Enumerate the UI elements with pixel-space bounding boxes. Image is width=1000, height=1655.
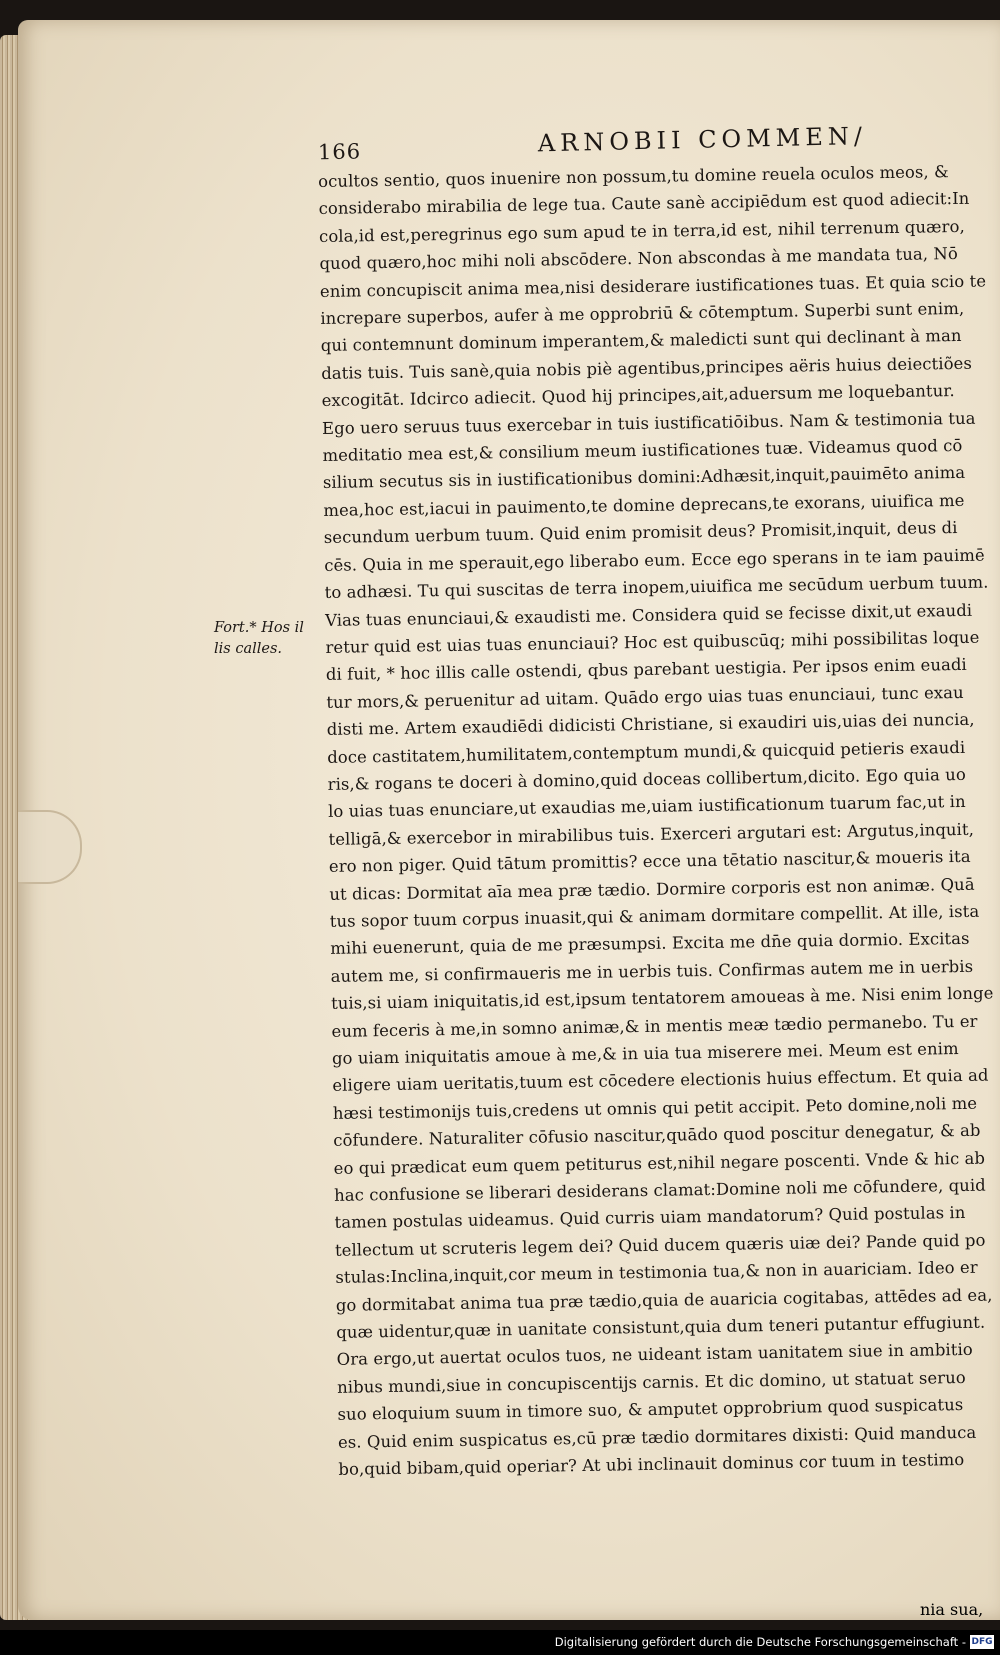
- running-title: ARNOBII COMMEN/: [537, 121, 868, 158]
- text-line: excogitāt. Idcirco adiecit. Quod hij principes,ait,aduersum me loquebantur.: [321, 381, 955, 411]
- text-line: di fuit, * hoc illis calle ostendi, qbus parebant uestigia. Per ipsos enim euadi: [325, 655, 967, 685]
- footer-credit: Digitalisierung gefördert durch die Deutsche Forschungsgemeinschaft -: [554, 1635, 966, 1649]
- text-line: eo qui prædicat eum quem petiturus est,nihil negare poscenti. Vnde & hic ab: [333, 1148, 986, 1178]
- text-line: ut dicas: Dormitat aīa mea præ tædio. Dormire corporis est non animæ. Quā: [329, 874, 975, 904]
- text-line: Ora ergo,ut auertat oculos tuos, ne uideant istam uanitatem siue in ambitio: [336, 1340, 973, 1370]
- text-line: stulas:Inclina,inquit,cor meum in testimonia tua,& non in auariciam. Ideo er: [335, 1258, 978, 1288]
- text-line: qui contemnunt dominum imperantem,& maledicti sunt qui declinant à man: [320, 326, 962, 356]
- text-line: autem me, si confirmaueris me in uerbis tuis. Confirmas autem me in uerbis: [330, 956, 974, 986]
- text-line: hac confusione se liberari desiderans clamat:Domine noli me cōfundere, quid: [333, 1175, 986, 1205]
- text-line: go uiam iniquitatis amoue à me,& in uia tua miserere mei. Meum est enim: [331, 1039, 959, 1068]
- page-tab-marker: [18, 810, 82, 884]
- text-line: eum feceris à me,in somno animæ,& in mentis meæ tædio permanebo. Tu er: [331, 1011, 978, 1041]
- text-line: tamen postulas uideamus. Quid curris uiam mandatorum? Quid postulas in: [334, 1203, 966, 1233]
- text-line: quod quæro,hoc mihi noli abscōdere. Non abscondas à me mandata tua, Nō: [319, 244, 958, 274]
- text-line: telligā,& exercebor in mirabilibus tuis. Exerceri argutari est: Argutus,inquit,: [328, 819, 975, 849]
- text-line: lo uias tuas enunciare,ut exaudias me,uiam iustificationum tuarum fac,ut in: [327, 792, 966, 822]
- text-line: eligere uiam ueritatis,tuum est cōcedere electionis huius effectum. Et quia ad: [332, 1065, 989, 1096]
- text-line: Vias tuas enunciaui,& exaudisti me. Considera quid se fecisse dixit,ut exaudi: [324, 600, 973, 630]
- text-line: Ego uero seruus tuus exercebar in tuis iustificatiōibus. Nam & testimonia tua: [321, 408, 976, 438]
- text-line: mihi euenerunt, quia de me præsumpsi. Excita me dn̄e quia dormio. Excitas: [330, 929, 970, 959]
- text-line: ris,& rogans te doceri à domino,quid doceas collibertum,dicito. Ego quia uo: [327, 764, 966, 794]
- dfg-logo: DFG: [971, 1637, 993, 1647]
- text-line: cēs. Quia in me sperauit,ego liberabo eum. Ecce ego sperans in te iam pauimē: [324, 545, 985, 575]
- text-line: increpare superbos, aufer à me opprobriū & cōtemptum. Superbi sunt enim,: [320, 298, 965, 329]
- margin-note-line: Fort.* Hos il: [214, 620, 304, 636]
- text-line: nibus mundi,siue in concupiscentijs carnis. Et dic domino, ut statuat seruo: [337, 1367, 966, 1397]
- text-line: tur mors,& peruenitur ad uitam. Quādo ergo uias tuas enunciaui, tunc exau: [326, 682, 964, 712]
- text-line: ero non piger. Quid tātum promittis? ecce una tētatio nascitur,& moueris ita: [328, 846, 971, 877]
- folio-number: 166: [317, 139, 362, 165]
- text-line: quæ uidentur,quæ in uanitate consistunt,quia dum teneri putantur effugiunt.: [336, 1312, 986, 1342]
- text-line: tellectum ut scruteris legem dei? Quid ducem quæris uiæ dei? Pande quid po: [334, 1230, 986, 1260]
- text-line: doce castitatem,humilitatem,contemptum mundi,& quicquid petieris exaudi: [327, 737, 966, 767]
- margin-note-line: lis calles.: [214, 641, 282, 657]
- text-line: disti me. Artem exaudiēdi didicisti Christiane, si exaudiri uis,uias dei nuncia,: [326, 709, 975, 740]
- text-line: es. Quid enim suspicatus es,cū præ tædio dormitares dixisti: Quid manduca: [337, 1422, 977, 1452]
- text-line: considerabo mirabilia de lege tua. Caute sanè accipiēdum est quod adiecit:In: [318, 189, 970, 219]
- text-line: go dormitabat anima tua præ tædio,quia de auaricia cogitabas, attēdes ad ea,: [335, 1285, 993, 1315]
- text-line: silium secutus sis in iustificationibus domini:Adhæsit,inquit,pauimēto anima: [322, 463, 966, 493]
- text-line: secundum uerbum tuum. Quid enim promisit deus? Promisit,inquit, deus di: [323, 518, 958, 548]
- text-line: suo eloquium suum in timore suo, & amputet opprobrium quod suspicatus: [337, 1395, 964, 1425]
- catchword: nia sua,: [920, 1600, 984, 1619]
- text-line: cōfundere. Naturaliter cōfusio nascitur,quādo quod poscitur denegatur, & ab: [333, 1120, 981, 1151]
- text-line: hæsi testimonijs tuis,credens ut omnis qui petit accipit. Peto domine,noli me: [332, 1093, 978, 1123]
- text-line: to adhæsi. Tu qui suscitas de terra inopem,uiuifica me secūdum uerbum tuum.: [324, 572, 989, 603]
- text-line: tus sopor tuum corpus inuasit,qui & animam dormitare compellit. At ille, ista: [329, 901, 980, 931]
- text-line: tuis,si uiam iniquitatis,id est,ipsum tentatorem amoueas à me. Nisi enim longe: [330, 983, 994, 1014]
- text-line: retur quid est uias tuas enunciaui? Hoc est quibuscūq; mihi possibilitas loque: [325, 627, 980, 657]
- digitization-footer: [0, 1630, 1000, 1655]
- margin-note: [214, 618, 320, 660]
- text-line: datis tuis. Tuis sanè,quia nobis piè agentibus,principes aëris huius deiectiões: [321, 353, 973, 383]
- text-line: bo,quid bibam,quid operiar? At ubi inclinauit dominus cor tuum in testimo: [338, 1450, 965, 1479]
- text-line: enim concupiscit anima mea,nisi desiderare iustificationes tuas. Et quia scio te: [319, 271, 987, 301]
- body-text: [318, 158, 999, 1484]
- text-line: mea,hoc est,iacui in pauimento,te domine deprecans,te exorans, uiuifica me: [323, 490, 965, 520]
- text-line: meditatio mea est,& consilium meum iustificationes tuæ. Videamus quod cō: [322, 435, 963, 466]
- text-line: ocultos sentio, quos inuenire non possum,tu domine reuela oculos meos, &: [318, 162, 949, 191]
- text-line: cola,id est,peregrinus ego sum apud te in terra,id est, nihil terrenum quæro,: [318, 216, 965, 246]
